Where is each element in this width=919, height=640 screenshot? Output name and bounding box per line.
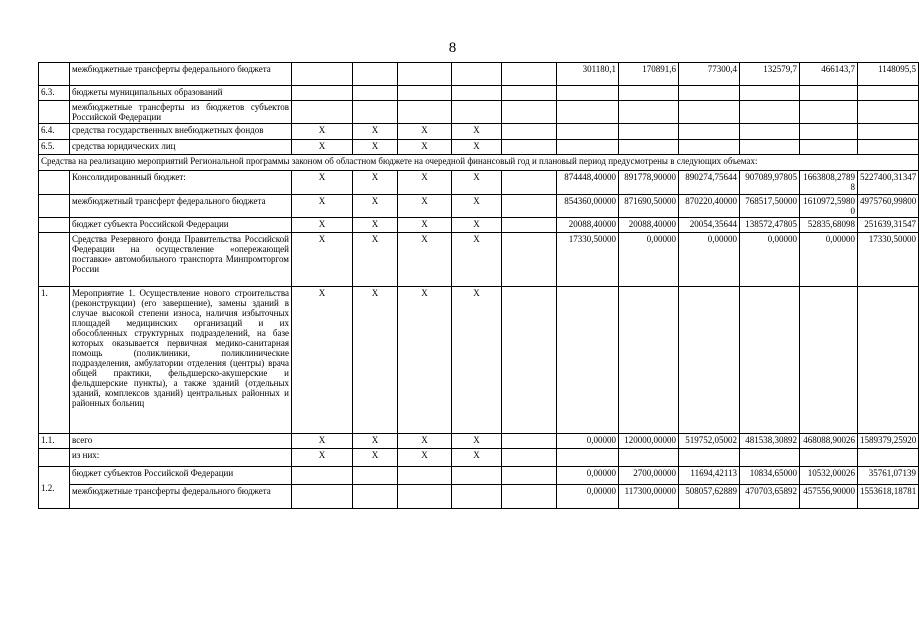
- value-cell: 1553618,18781: [858, 485, 919, 509]
- page-number: 8: [448, 40, 457, 56]
- value-cell: 1663808,27898: [800, 171, 858, 195]
- x-cell: Х: [452, 449, 502, 467]
- row-label: средства государственных внебюджетных фондов: [70, 124, 292, 140]
- row-label: из них:: [70, 449, 292, 467]
- row-label: средства юридических лиц: [70, 140, 292, 155]
- x-cell: Х: [353, 124, 398, 140]
- table-row: [39, 195, 919, 218]
- value-cell: 17330,50000: [557, 233, 619, 287]
- x-cell: Х: [353, 449, 398, 467]
- x-cell: [398, 63, 452, 86]
- value-cell: 132579,7: [740, 63, 800, 86]
- x-cell: Х: [452, 140, 502, 155]
- value-cell: 854360,00000: [557, 195, 619, 218]
- value-cell: 508057,62889: [679, 485, 740, 509]
- value-cell: 890274,75644: [679, 171, 740, 195]
- x-cell: Х: [353, 287, 398, 434]
- x-cell: Х: [398, 233, 452, 287]
- value-cell: 0,00000: [740, 233, 800, 287]
- value-cell: 457556,90000: [800, 485, 858, 509]
- value-cell: 11694,42113: [679, 467, 740, 485]
- row-label: всего: [70, 434, 292, 449]
- table-row: [39, 171, 919, 195]
- value-cell: 301180,1: [557, 63, 619, 86]
- row-label: межбюджетные трансферты федерального бюджета: [70, 485, 292, 509]
- section-note: Средства на реализацию мероприятий Региональной программы законом об областном бюджете на очередной финансовый год и плановый период предусмотрены в следующих объемах:: [39, 155, 919, 171]
- x-cell: Х: [292, 195, 353, 218]
- x-cell: Х: [398, 449, 452, 467]
- x-cell: Х: [398, 140, 452, 155]
- value-cell: 871690,50000: [619, 195, 679, 218]
- value-cell: 35761,07139: [858, 467, 919, 485]
- x-cell: [353, 63, 398, 86]
- value-cell: 874448,40000: [557, 171, 619, 195]
- value-cell: 77300,4: [679, 63, 740, 86]
- x-cell: Х: [292, 124, 353, 140]
- value-cell: 170891,6: [619, 63, 679, 86]
- value-cell: 907089,97805: [740, 171, 800, 195]
- value-cell: 20088,40000: [557, 218, 619, 233]
- value-cell: 2700,00000: [619, 467, 679, 485]
- value-cell: 481538,30892: [740, 434, 800, 449]
- value-cell: 4975760,99800: [858, 195, 919, 218]
- x-cell: Х: [398, 124, 452, 140]
- x-cell: [292, 63, 353, 86]
- x-cell: Х: [353, 195, 398, 218]
- x-cell: Х: [292, 287, 353, 434]
- row-index: 6.4.: [39, 124, 70, 140]
- table-row: [39, 140, 919, 155]
- value-cell: 1589379,25920: [858, 434, 919, 449]
- value-cell: 1148095,5: [858, 63, 919, 86]
- value-cell: 891778,90000: [619, 171, 679, 195]
- value-cell: 0,00000: [557, 485, 619, 509]
- table-row: [39, 63, 919, 86]
- value-cell: 120000,00000: [619, 434, 679, 449]
- table-row: [39, 287, 919, 434]
- x-cell: Х: [452, 124, 502, 140]
- row-label: межбюджетные трансферты из бюджетов субъектов Российской Федерации: [70, 101, 292, 124]
- value-cell: 17330,50000: [858, 233, 919, 287]
- row-label: Консолидированный бюджет:: [70, 171, 292, 195]
- table-row: [39, 218, 919, 233]
- value-cell: 20054,35644: [679, 218, 740, 233]
- value-cell: 1610972,59800: [800, 195, 858, 218]
- row-label: Средства Резервного фонда Правительства Российской Федерации на осуществление «опережающей поставки» автомобильного транспорта Минпромторгом России: [70, 233, 292, 287]
- table-row: [39, 233, 919, 287]
- x-cell: Х: [292, 233, 353, 287]
- value-cell: 251639,31547: [858, 218, 919, 233]
- row-index: 1.2.: [39, 467, 70, 509]
- value-cell: 0,00000: [557, 434, 619, 449]
- table-row: [39, 124, 919, 140]
- row-label: бюджет субъектов Российской Федерации: [70, 467, 292, 485]
- x-cell: Х: [353, 218, 398, 233]
- value-cell: 468088,90026: [800, 434, 858, 449]
- x-cell: Х: [292, 449, 353, 467]
- table-row: [39, 449, 919, 467]
- row-label: Мероприятие 1. Осуществление нового строительства (реконструкции) (его завершение), замены зданий в случае высокой степени износа, наличия избыточных площадей медицинских организаций и их обособленных структурных подразделений, на базе которых оказывается первичная медико-санитарная помощь (поликлиники, поликлинические подразделения, амбулатории отделения (центры) врача общей практики, фельдшерско-акушерские и фельдшерские пункты), а также зданий (отдельных зданий, комплексов зданий) центральных районных и районных больниц: [70, 287, 292, 434]
- value-cell: 768517,50000: [740, 195, 800, 218]
- x-cell: Х: [353, 171, 398, 195]
- row-index: [39, 63, 70, 86]
- x-cell: Х: [452, 218, 502, 233]
- value-cell: 52835,68098: [800, 218, 858, 233]
- x-cell: Х: [398, 287, 452, 434]
- x-cell: Х: [452, 434, 502, 449]
- value-cell: 5227400,31347: [858, 171, 919, 195]
- row-label: межбюджетные трансферты федерального бюджета: [70, 63, 292, 86]
- x-cell: Х: [398, 218, 452, 233]
- x-cell: Х: [452, 195, 502, 218]
- row-label: бюджет субъекта Российской Федерации: [70, 218, 292, 233]
- row-index: 1.: [39, 287, 70, 434]
- value-cell: 138572,47805: [740, 218, 800, 233]
- value-cell: 10532,00026: [800, 467, 858, 485]
- x-cell: Х: [353, 233, 398, 287]
- table-row: [39, 467, 919, 485]
- value-cell: 117300,00000: [619, 485, 679, 509]
- value-cell: 10834,65000: [740, 467, 800, 485]
- x-cell: Х: [398, 171, 452, 195]
- x-cell: Х: [452, 287, 502, 434]
- value-cell: 519752,05002: [679, 434, 740, 449]
- row-index: 6.3.: [39, 86, 70, 101]
- value-cell: 0,00000: [800, 233, 858, 287]
- row-index: 6.5.: [39, 140, 70, 155]
- budget-table: [38, 62, 919, 509]
- x-cell: Х: [452, 233, 502, 287]
- row-label: межбюджетный трансферт федерального бюджета: [70, 195, 292, 218]
- value-cell: 0,00000: [679, 233, 740, 287]
- x-cell: Х: [353, 140, 398, 155]
- value-cell: 470703,65892: [740, 485, 800, 509]
- value-cell: 466143,7: [800, 63, 858, 86]
- table-row: [39, 485, 919, 509]
- x-cell: Х: [452, 171, 502, 195]
- x-cell: Х: [398, 434, 452, 449]
- x-cell: [452, 63, 502, 86]
- x-cell: Х: [292, 140, 353, 155]
- table-row: [39, 101, 919, 124]
- row-label: бюджеты муниципальных образований: [70, 86, 292, 101]
- table-row: [39, 434, 919, 449]
- x-cell: Х: [292, 218, 353, 233]
- value-cell: 0,00000: [619, 233, 679, 287]
- x-cell: Х: [398, 195, 452, 218]
- table-row: [39, 155, 919, 171]
- x-cell: Х: [353, 434, 398, 449]
- value-cell: 20088,40000: [619, 218, 679, 233]
- x-cell: Х: [292, 171, 353, 195]
- value-cell: 870220,40000: [679, 195, 740, 218]
- table-row: [39, 86, 919, 101]
- x-cell: Х: [292, 434, 353, 449]
- value-cell: 0,00000: [557, 467, 619, 485]
- row-index: 1.1.: [39, 434, 70, 449]
